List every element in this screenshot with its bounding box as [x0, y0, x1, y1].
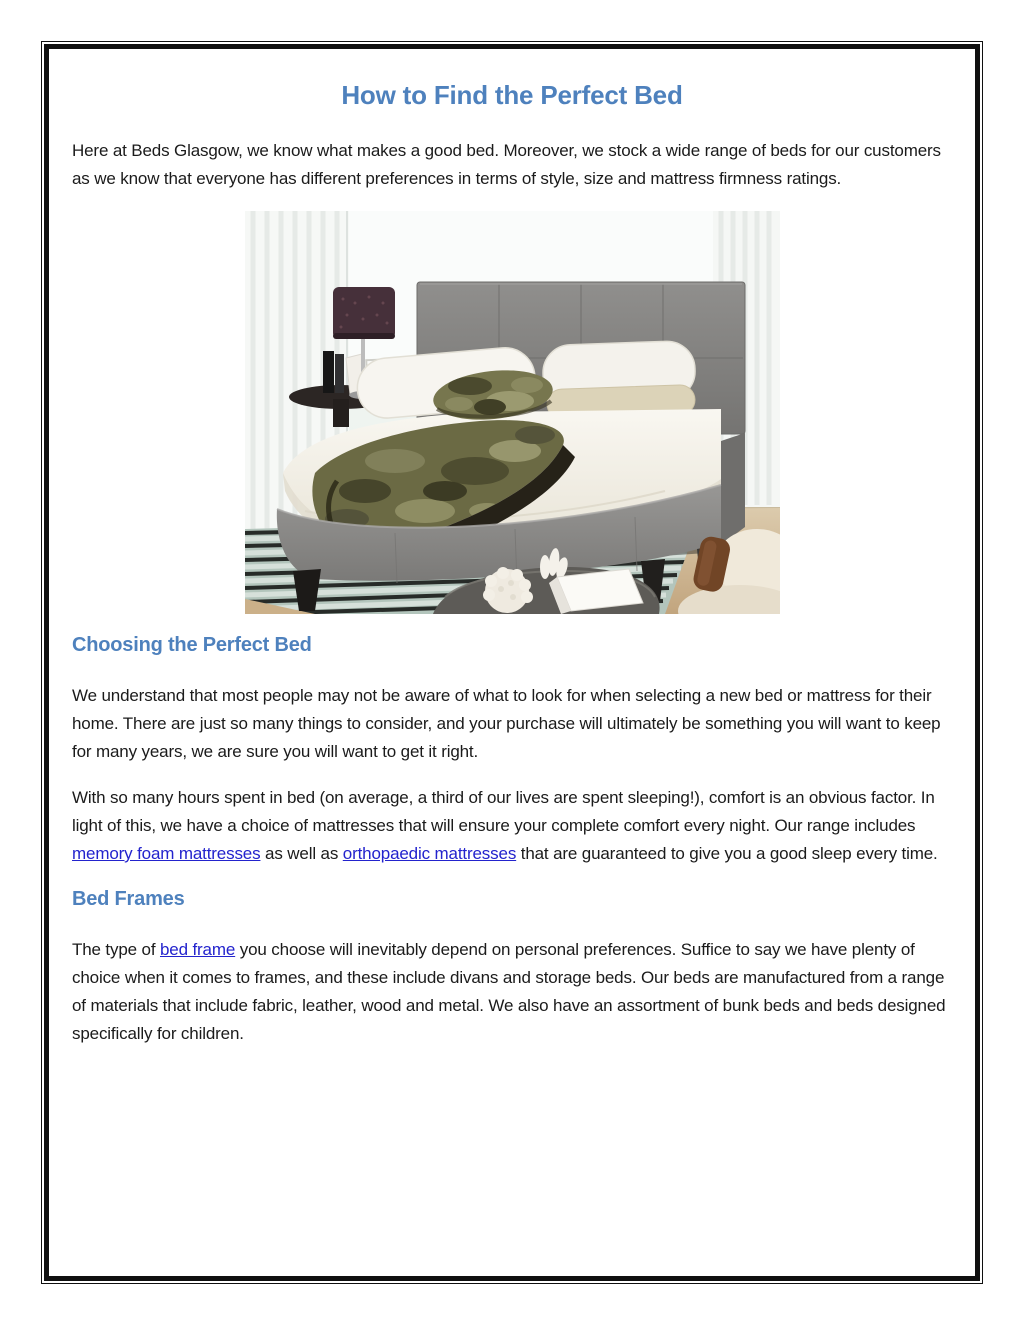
bed-photo-illustration	[245, 211, 780, 614]
choosing-para2-text-2: as well as	[260, 844, 343, 863]
bed-frames-text-1: The type of	[72, 940, 160, 959]
section-heading-choosing: Choosing the Perfect Bed	[72, 634, 312, 656]
memory-foam-mattresses-link[interactable]: memory foam mattresses	[72, 844, 261, 863]
choosing-paragraph-1: We understand that most people may not be aware of what to look for when selecting a new bed or mattress for their home. There are just so many things to consider, and your purchase will ultimately be something you will want to keep for many years, we are sure you will want to get it right.	[72, 686, 941, 761]
intro-paragraph: Here at Beds Glasgow, we know what makes a good bed. Moreover, we stock a wide range of beds for our customers as we know that everyone has different preferences in terms of style, size and mattress firmness ratings.	[72, 141, 941, 188]
page-border-outer	[41, 41, 983, 1284]
bed-frames-text-2: you choose will inevitably depend on personal preferences. Suffice to say we have plenty of choice when it comes to frames, and these include divans and storage beds. Our beds are manufactured from a range of materials that include fabric, leather, wood and metal. We also have an assortment of bunk beds and beds designed specifically for children.	[72, 940, 946, 1043]
bed-frame-link[interactable]: bed frame	[159, 940, 236, 959]
bed-frames-paragraph	[72, 936, 952, 1048]
page-title: How to Find the Perfect Bed	[341, 80, 683, 110]
orthopaedic-mattresses-link[interactable]: orthopaedic mattresses	[342, 844, 517, 863]
section-heading-bed-frames: Bed Frames	[72, 888, 185, 910]
choosing-paragraph-2	[72, 784, 952, 868]
page-border-inner	[44, 44, 980, 1281]
bed-photo	[245, 211, 780, 614]
choosing-para2-text-3: that are guaranteed to give you a good sleep every time.	[516, 844, 938, 863]
choosing-para2-text-1: With so many hours spent in bed (on average, a third of our lives are spent sleeping!), comfort is an obvious factor. In light of this, we have a choice of mattresses that will ensure your complete comfort every night. Our range includes	[72, 788, 935, 835]
